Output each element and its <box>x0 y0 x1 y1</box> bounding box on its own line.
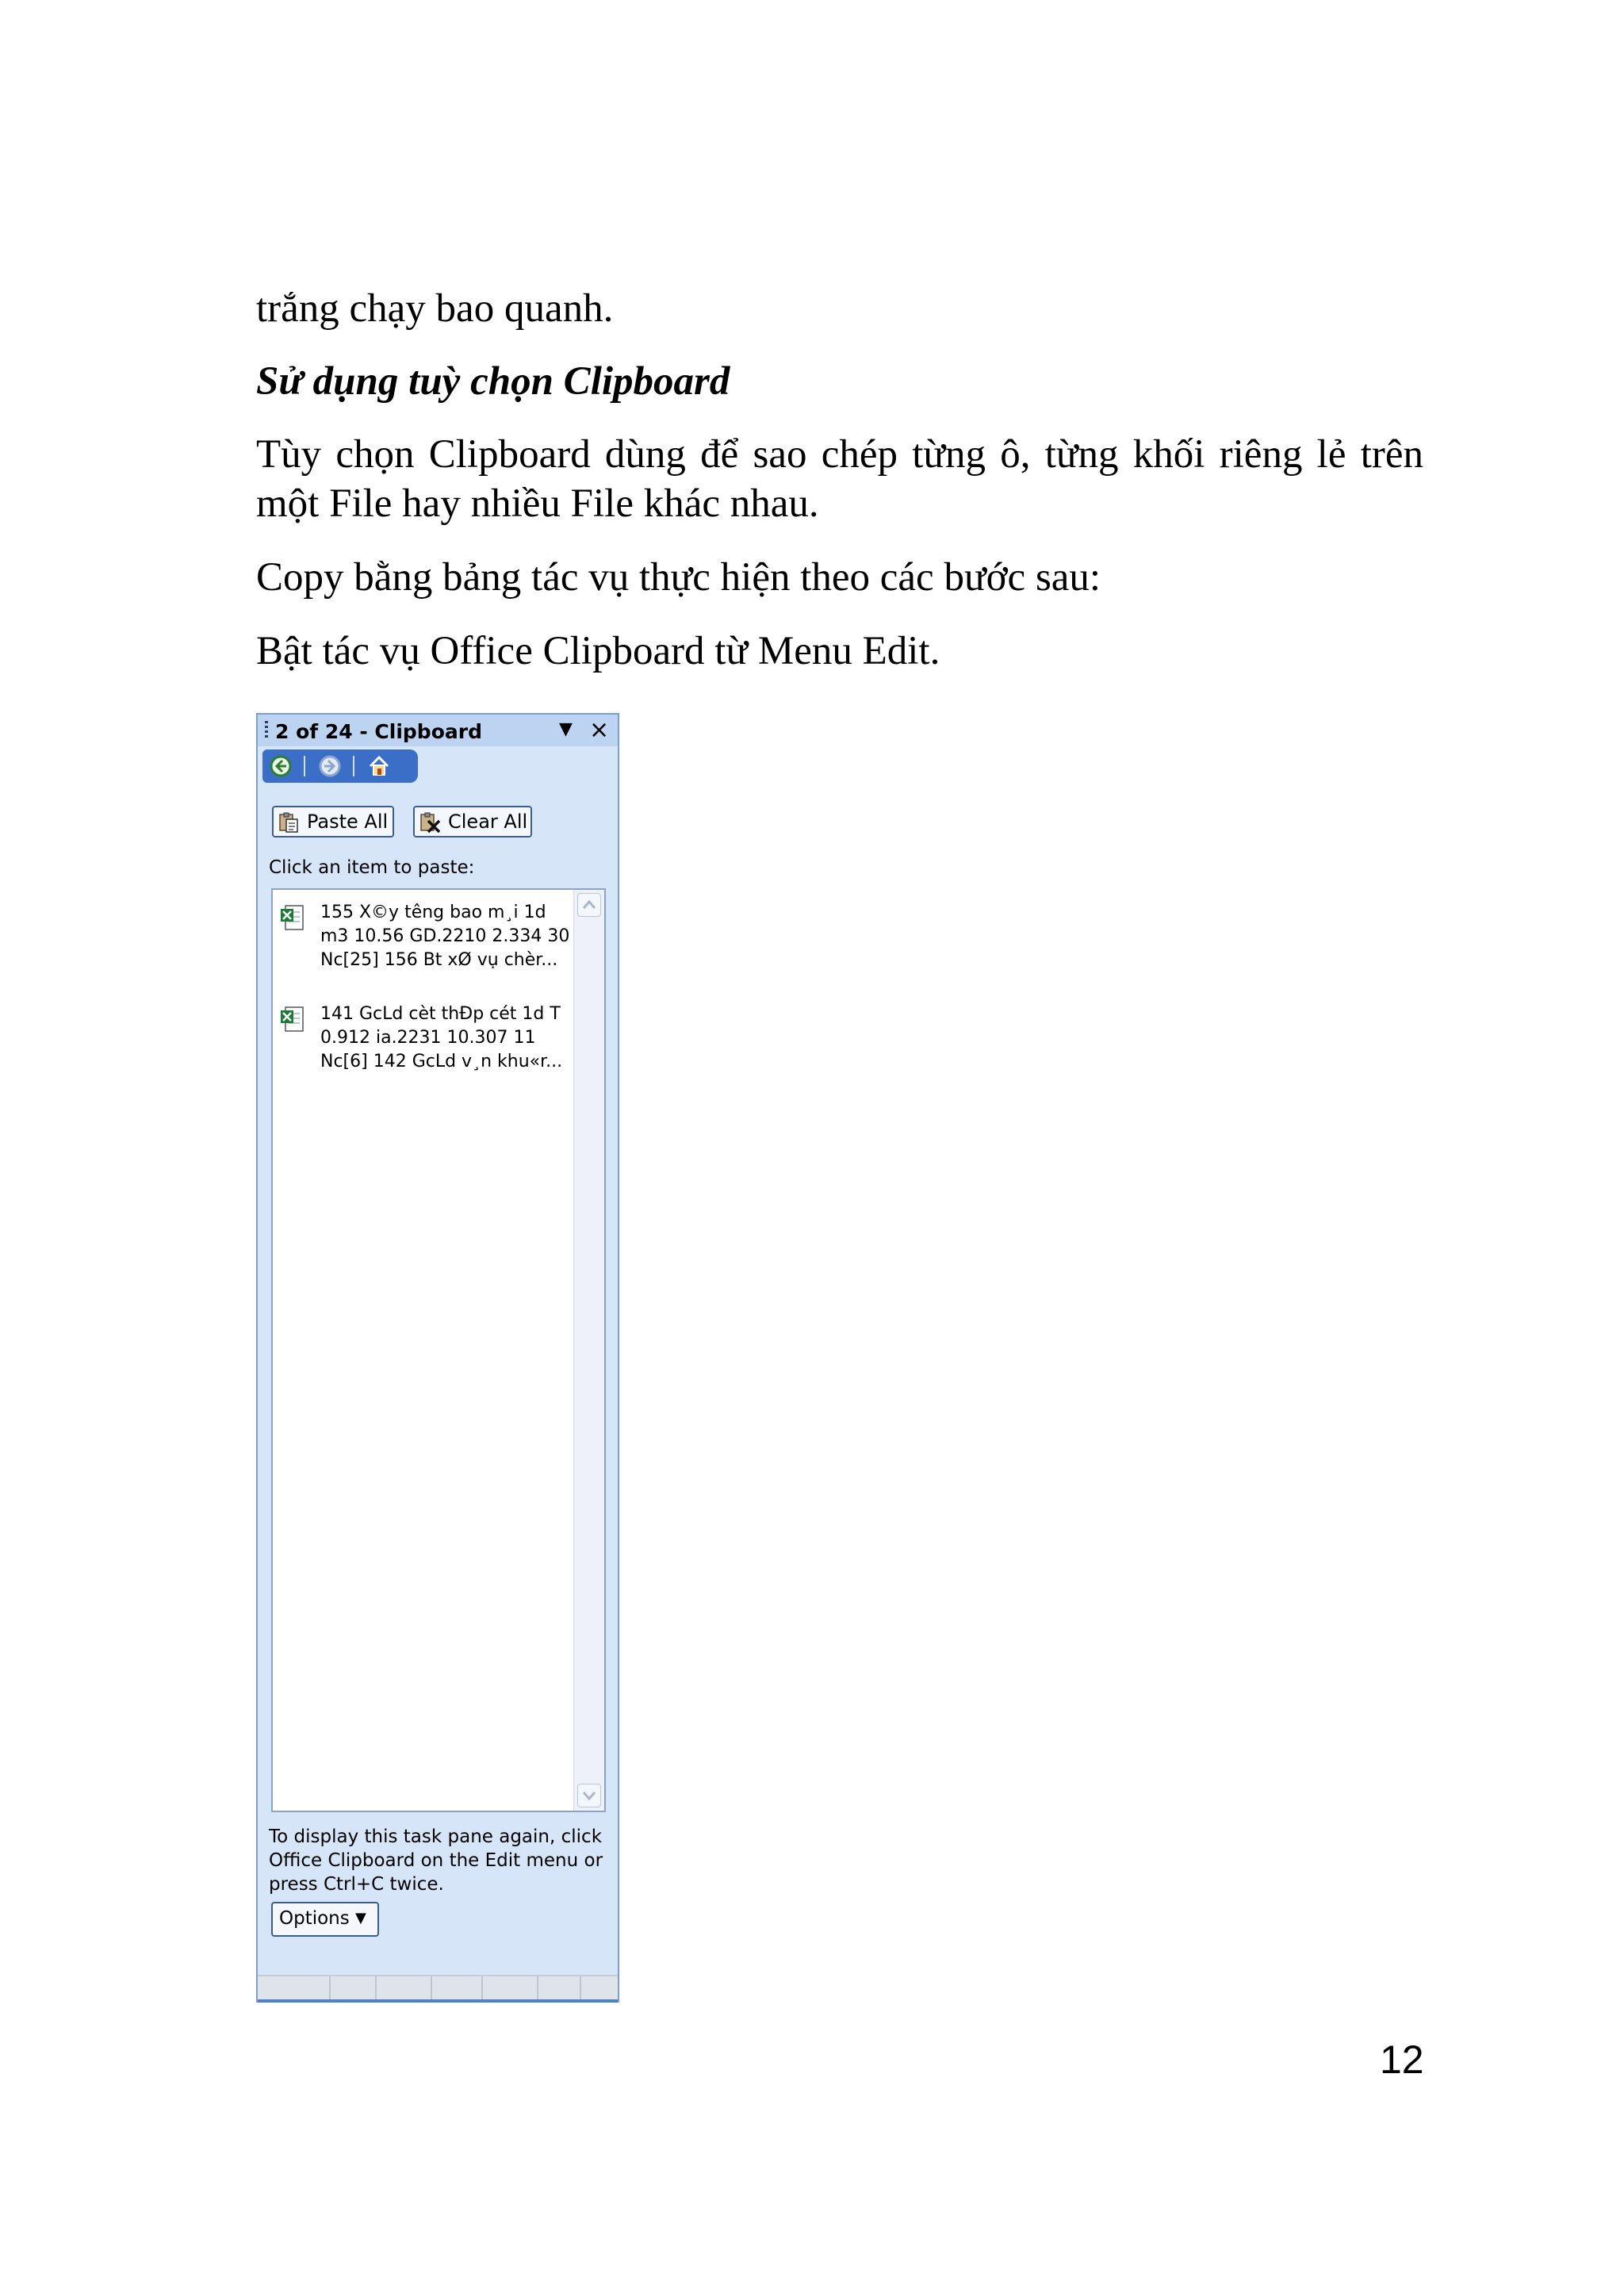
clear-all-label: Clear All <box>448 811 528 833</box>
clear-all-icon <box>419 811 441 834</box>
options-button[interactable] <box>271 1902 379 1937</box>
pane-bottom-line <box>258 1999 618 2003</box>
paragraph-steps: Copy bằng bảng tác vụ thực hiện theo các bước sau: <box>256 555 1101 600</box>
clipboard-item-list <box>271 888 606 1812</box>
pane-footer-text: Office Clipboard on the Edit menu or <box>269 1850 603 1871</box>
paragraph-intro: trắng chạy bao quanh. <box>256 286 614 331</box>
nav-separator <box>353 756 354 776</box>
item-line: 155 X©y têng bao m¸i 1d <box>320 903 546 922</box>
back-icon[interactable] <box>269 754 293 778</box>
item-line: m3 10.56 GD.2210 2.334 30 <box>320 926 570 946</box>
pane-title-bar <box>258 715 618 746</box>
scroll-down-icon[interactable] <box>577 1784 601 1807</box>
page-number: 12 <box>1380 2037 1424 2082</box>
grip-icon[interactable] <box>265 721 268 740</box>
options-arrow-icon: ▼ <box>355 1910 366 1926</box>
forward-icon[interactable] <box>318 754 342 778</box>
section-heading: Sử dụng tuỳ chọn Clipboard <box>256 359 730 404</box>
scroll-up-icon[interactable] <box>577 893 601 917</box>
paragraph-step-1: Bật tác vụ Office Clipboard từ Menu Edit. <box>256 629 940 673</box>
nav-separator <box>304 756 305 776</box>
item-line: 0.912 ia.2231 10.307 11 <box>320 1028 536 1048</box>
dropdown-arrow-icon[interactable]: ▼ <box>559 719 573 739</box>
clipboard-item[interactable] <box>281 901 570 980</box>
pane-nav-bar <box>262 749 418 783</box>
excel-item-icon <box>281 1006 304 1033</box>
excel-item-icon <box>281 904 304 931</box>
item-line: Nc[6] 142 GcLd v¸n khu«r... <box>320 1052 563 1071</box>
paste-hint: Click an item to paste: <box>269 857 475 878</box>
clear-all-button[interactable] <box>413 806 532 838</box>
list-scrollbar[interactable] <box>573 890 604 1811</box>
item-line: Nc[25] 156 Bt xØ vụ chèr... <box>320 950 558 970</box>
item-line: 141 GcLd cèt thÐp cét 1d T <box>320 1004 561 1024</box>
pane-footer-text: To display this task pane again, click <box>269 1826 603 1847</box>
pane-title: 2 of 24 - Clipboard <box>275 720 482 743</box>
paste-all-icon <box>278 811 300 834</box>
close-icon[interactable]: × <box>589 716 610 744</box>
paste-all-button[interactable] <box>272 806 394 838</box>
pane-footer-text: press Ctrl+C twice. <box>269 1874 444 1895</box>
home-icon[interactable] <box>367 754 391 778</box>
clipboard-item[interactable] <box>281 1002 566 1082</box>
options-label: Options <box>279 1908 350 1929</box>
paragraph-description: Tùy chọn Clipboard dùng để sao chép từng ô, từng khối riêng lẻ trên một File hay nhiều File khác nhau. <box>256 432 1423 526</box>
pane-status-strip <box>258 1975 618 2003</box>
clipboard-task-pane <box>256 713 619 2003</box>
paste-all-label: Paste All <box>307 811 389 833</box>
